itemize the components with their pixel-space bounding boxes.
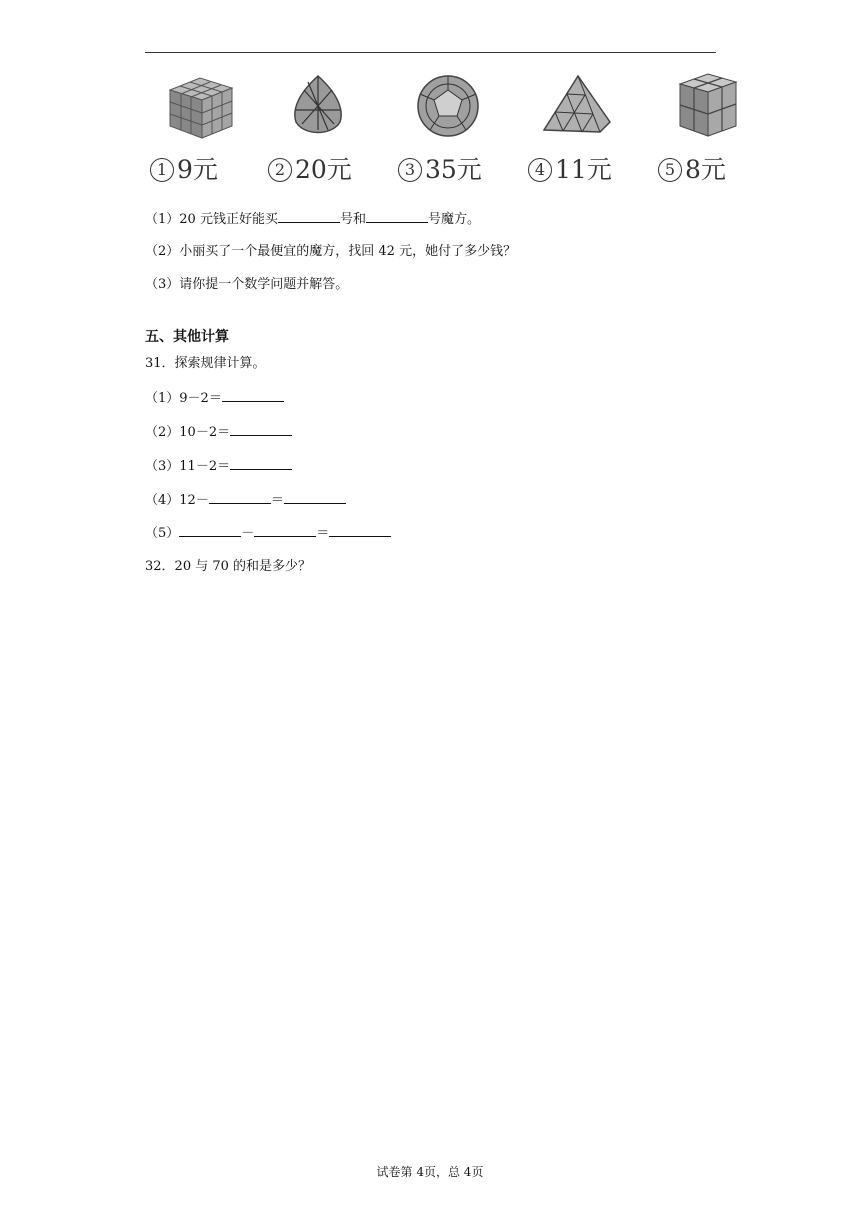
cube-3x3-icon [160, 70, 240, 140]
answer-blank[interactable] [254, 524, 316, 537]
question-32: 32．20 与 70 的和是多少？ [145, 559, 312, 574]
answer-blank[interactable] [278, 210, 340, 223]
megaminx-icon [408, 70, 488, 140]
section-heading-5: 五、其他计算 [145, 329, 229, 345]
answer-blank[interactable] [329, 524, 391, 537]
price-label-5: 5 8元 [658, 150, 726, 186]
pyraminx-icon [538, 70, 618, 140]
header-rule [145, 52, 716, 53]
puzzle-item-5 [658, 70, 768, 190]
puzzle-item-1 [150, 70, 260, 190]
question-31-item-5: （5） － ＝ [145, 524, 391, 543]
question-31-item-4: （4）12－ ＝ [145, 491, 346, 510]
puzzle-item-4 [528, 70, 638, 190]
question-31-item-2: （2）10－2＝ [145, 423, 292, 442]
q1-mid: 号和 [339, 212, 366, 227]
q1-suffix: 号魔方。 [427, 212, 480, 227]
question-31-item-1: （1）9－2＝ [145, 389, 284, 408]
answer-blank[interactable] [209, 491, 271, 504]
price-label-4: 4 11元 [528, 150, 612, 186]
price-label-1: 1 9元 [150, 150, 218, 186]
question-30-2: （2）小丽买了一个最便宜的魔方，找回 42 元，她付了多少钱？ [145, 244, 517, 259]
price-label-2: 2 20元 [268, 150, 352, 186]
question-30-3: （3）请你提一个数学问题并解答。 [145, 277, 349, 292]
answer-blank[interactable] [230, 423, 292, 436]
puzzle-item-2 [268, 70, 378, 190]
question-31-title: 31．探索规律计算。 [145, 356, 266, 371]
price-label-3: 3 35元 [398, 150, 482, 186]
answer-blank[interactable] [366, 210, 428, 223]
puzzle-item-3 [398, 70, 508, 190]
question-30-1 [145, 210, 480, 229]
q1-prefix: （1）20 元钱正好能买 [145, 212, 278, 227]
page-footer: 试卷第 4页，总 4页 [376, 1165, 484, 1179]
answer-blank[interactable] [230, 457, 292, 470]
puzzle-price-figure [150, 70, 750, 195]
answer-blank[interactable] [222, 389, 284, 402]
answer-blank[interactable] [179, 524, 241, 537]
answer-blank[interactable] [284, 491, 346, 504]
question-31-item-3: （3）11－2＝ [145, 457, 292, 476]
mastermorphix-icon [278, 70, 358, 140]
cube-2x2-icon [668, 70, 748, 140]
